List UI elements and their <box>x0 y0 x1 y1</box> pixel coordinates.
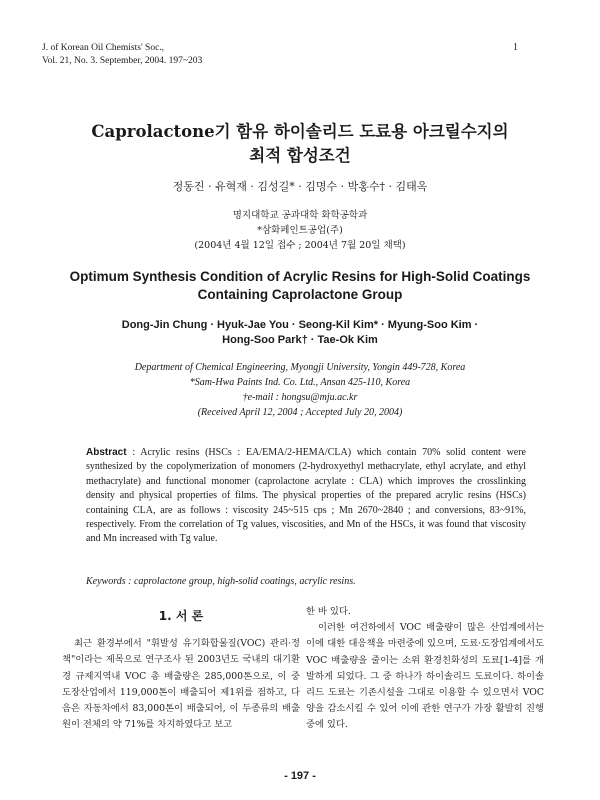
journal-volume: Vol. 21, No. 3. September, 2004. 197~203 <box>42 56 203 66</box>
english-title-line2: Containing Caprolactone Group <box>197 287 403 302</box>
english-authors-line1: Dong-Jin Chung · Hyuk-Jae You · Seong-Kil Kim* · Myung-Soo Kim · <box>121 319 479 331</box>
korean-title-line2: 최적 합성조건 <box>249 146 351 165</box>
body-column-left <box>62 608 300 733</box>
korean-dates: (2004년 4월 12일 접수 ; 2004년 7월 20일 채택) <box>194 240 406 251</box>
english-dates: (Received April 12, 2004 ; Accepted July 20, 2004) <box>197 407 403 418</box>
journal-name: J. of Korean Oil Chemists' Soc., <box>42 43 165 53</box>
english-title-line1: Optimum Synthesis Condition of Acrylic Resins for High-Solid Coatings <box>69 269 531 284</box>
korean-affil-company: *삼화페인트공업(주) <box>257 225 343 236</box>
intro-paragraph-2: 이러한 여건하에서 VOC 배출량이 많은 산업계에서는 이에 대한 대응책을 마련중에 있으며, 도료·도장업계에서도 VOC 배출량을 줄이는 소위 환경친화성의 도료[1-4]를 개발하게 되었다. 그 중 하나가 하이솔리드 도료이다. 하이솔리드 도료는 기존시설을 그대로 이용할 수 있으면서 VOC 양을 감소시킬 수 있어 이에 관한 연구가 가장 활발히 진행중에 있다. <box>306 622 544 731</box>
abstract-label: Abstract <box>86 447 127 458</box>
korean-affil-university: 명지대학교 공과대학 화학공학과 <box>232 210 368 221</box>
korean-affiliations <box>0 208 600 253</box>
page-number: 1 <box>513 42 518 53</box>
journal-citation <box>42 42 202 68</box>
abstract-text: : Acrylic resins (HSCs : EA/EMA/2-HEMA/CLA) which contain 70% solid content were synthesized by the copolymerization of monomers (2-hydroxyethyl methacrylate, ethyl acrylate, and ethyl methacrylate) and functional monomer (caprolactone acrylate : CLA) which improves the crosslinking density and physical properties of films. The physical properties of the prepared acrylic resins (HSCs) containing CLA, are as follows : viscosity 245~515 cps ; Mn 2670~2840 ; and conversions, 83~91%, respectively. From the correlation of Tg values, viscosities, and Mn of the HSCs, it was found that viscosity and Mn increased with Tg value. <box>86 447 526 545</box>
intro-paragraph-1-continued: 한 바 있다. <box>306 606 351 617</box>
english-affil-university: Department of Chemical Engineering, Myongji University, Yongin 449-728, Korea <box>134 362 466 373</box>
english-email: †e-mail : hongsu@mju.ac.kr <box>242 392 358 403</box>
body-column-right <box>306 604 544 734</box>
korean-title <box>0 120 600 168</box>
intro-paragraph-1: 최근 환경부에서 "휘발성 유기화합물질(VOC) 관리·정책"이라는 제목으로 연구조사 된 2003년도 국내의 대기환경 규제지역내 VOC 총 배출량은 285,000톤으로, 이 중 도장산업에서 119,000톤이 배출되어 제1위를 점하고, 다음은 자동차에서 83,000톤이 배출되어, 이 두종류의 배출원이 전체의 약 71%를 차지하였다고 보고 <box>62 638 300 731</box>
abstract <box>86 446 526 547</box>
english-title <box>0 268 600 304</box>
page-footer-number: - 197 - <box>284 770 316 782</box>
keywords: Keywords : caprolactone group, high-solid coatings, acrylic resins. <box>86 576 356 587</box>
english-authors-line2: Hong-Soo Park† · Tae-Ok Kim <box>222 334 378 346</box>
section-heading-introduction: 1. 서 론 <box>158 609 204 623</box>
english-authors <box>0 318 600 348</box>
english-affil-company: *Sam-Hwa Paints Ind. Co. Ltd., Ansan 425-110, Korea <box>189 377 411 388</box>
english-affiliations <box>0 360 600 420</box>
korean-authors: 정동진 · 유혁재 · 김성길* · 김명수 · 박홍수† · 김태옥 <box>172 180 428 193</box>
korean-title-line1: Caprolactone기 함유 하이솔리드 도료용 아크릴수지의 <box>91 122 509 141</box>
